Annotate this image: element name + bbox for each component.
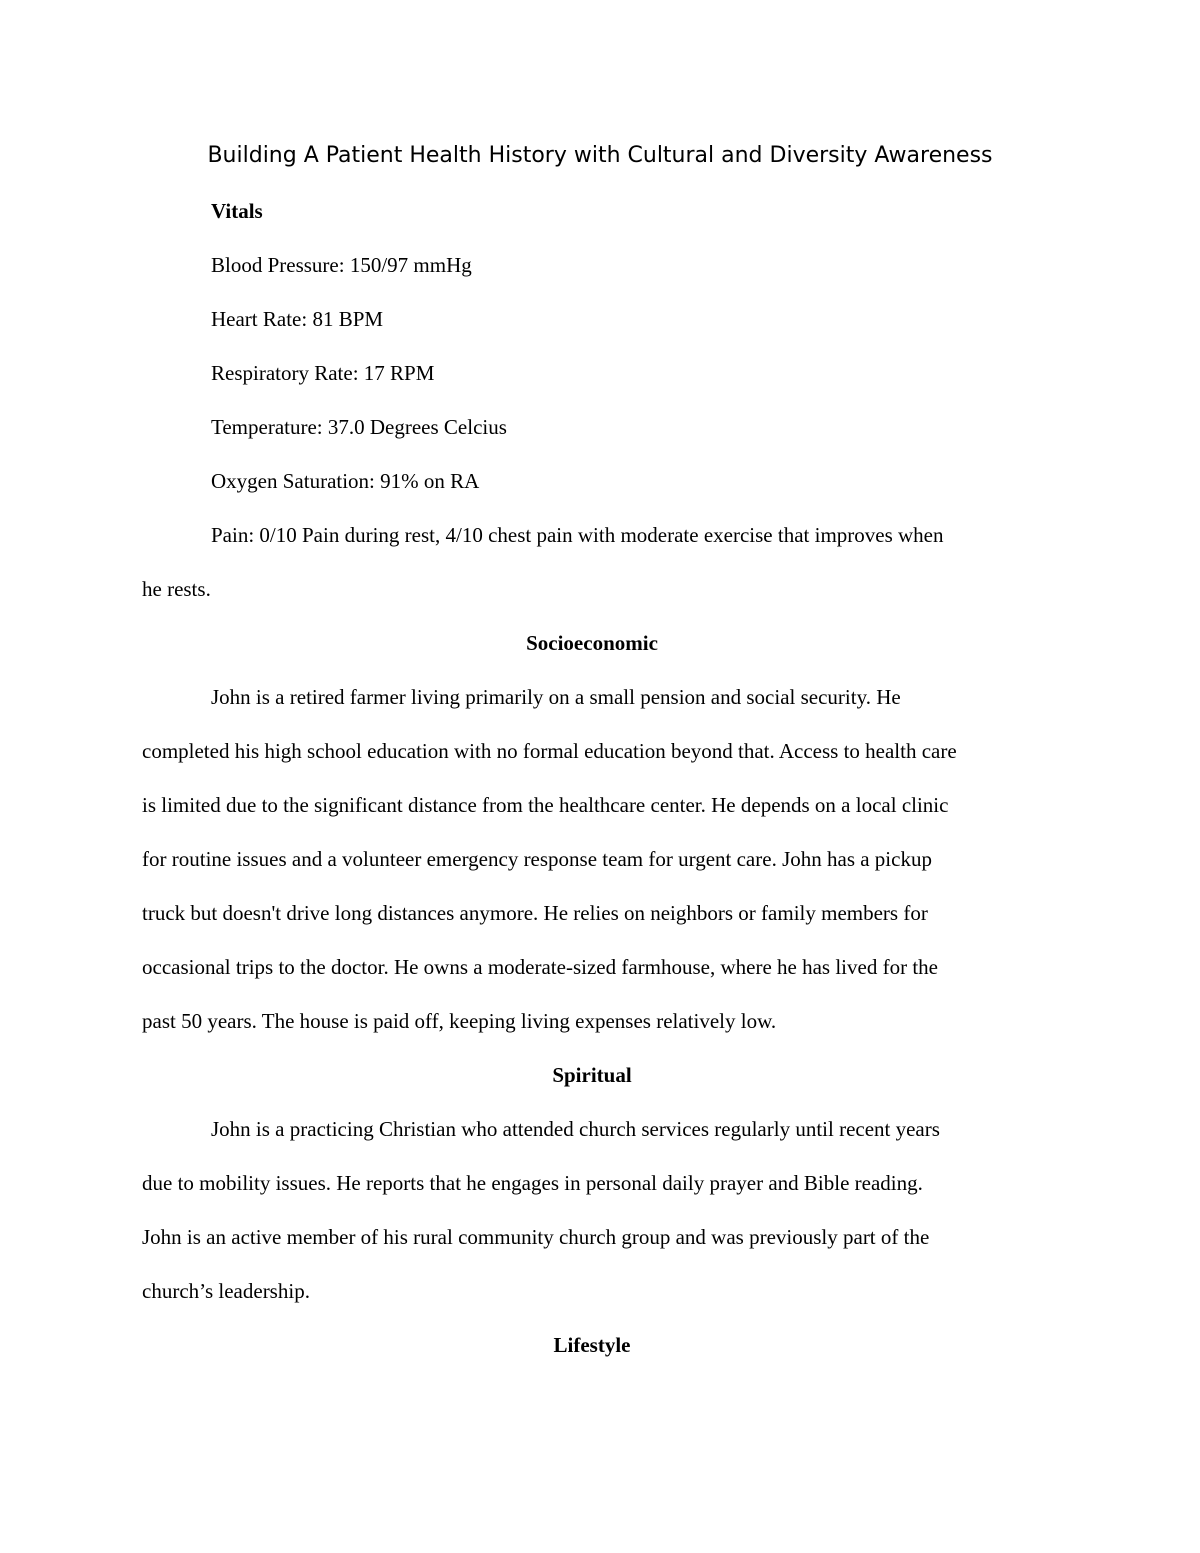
socioeconomic-paragraph-line: John is a retired farmer living primarily on a small pension and social security. He xyxy=(211,685,901,709)
spiritual-paragraph-line: due to mobility issues. He reports that he engages in personal daily prayer and Bible reading. xyxy=(142,1171,923,1195)
vitals-heading: Vitals xyxy=(211,199,263,223)
socioeconomic-paragraph-line: completed his high school education with no formal education beyond that. Access to health care xyxy=(142,739,957,763)
lifestyle-heading: Lifestyle xyxy=(553,1333,631,1357)
heart-rate-line: Heart Rate: 81 BPM xyxy=(211,307,384,331)
socioeconomic-paragraph-line: is limited due to the significant distance from the healthcare center. He depends on a local clinic xyxy=(142,793,949,817)
spiritual-paragraph-line: John is an active member of his rural community church group and was previously part of the xyxy=(142,1225,930,1249)
document-body xyxy=(142,184,1062,1372)
pain-line-continued: he rests. xyxy=(142,577,211,601)
socioeconomic-paragraph-line: truck but doesn't drive long distances anymore. He relies on neighbors or family members for xyxy=(142,901,928,925)
socioeconomic-paragraph-line: occasional trips to the doctor. He owns a moderate-sized farmhouse, where he has lived for the xyxy=(142,955,938,979)
socioeconomic-heading: Socioeconomic xyxy=(526,631,658,655)
spiritual-paragraph-line: church’s leadership. xyxy=(142,1279,310,1303)
spiritual-paragraph-line: John is a practicing Christian who attended church services regularly until recent years xyxy=(211,1117,940,1141)
temperature-line: Temperature: 37.0 Degrees Celcius xyxy=(211,415,507,439)
spiritual-heading: Spiritual xyxy=(552,1063,632,1087)
oxygen-saturation-line: Oxygen Saturation: 91% on RA xyxy=(211,469,480,493)
blood-pressure-line: Blood Pressure: 150/97 mmHg xyxy=(211,253,472,277)
respiratory-rate-line: Respiratory Rate: 17 RPM xyxy=(211,361,435,385)
socioeconomic-paragraph-line: for routine issues and a volunteer emergency response team for urgent care. John has a pickup xyxy=(142,847,932,871)
pain-line: Pain: 0/10 Pain during rest, 4/10 chest pain with moderate exercise that improves when xyxy=(211,523,944,547)
document-title: Building A Patient Health History with Cultural and Diversity Awareness xyxy=(207,143,993,168)
socioeconomic-paragraph-line: past 50 years. The house is paid off, keeping living expenses relatively low. xyxy=(142,1009,777,1033)
